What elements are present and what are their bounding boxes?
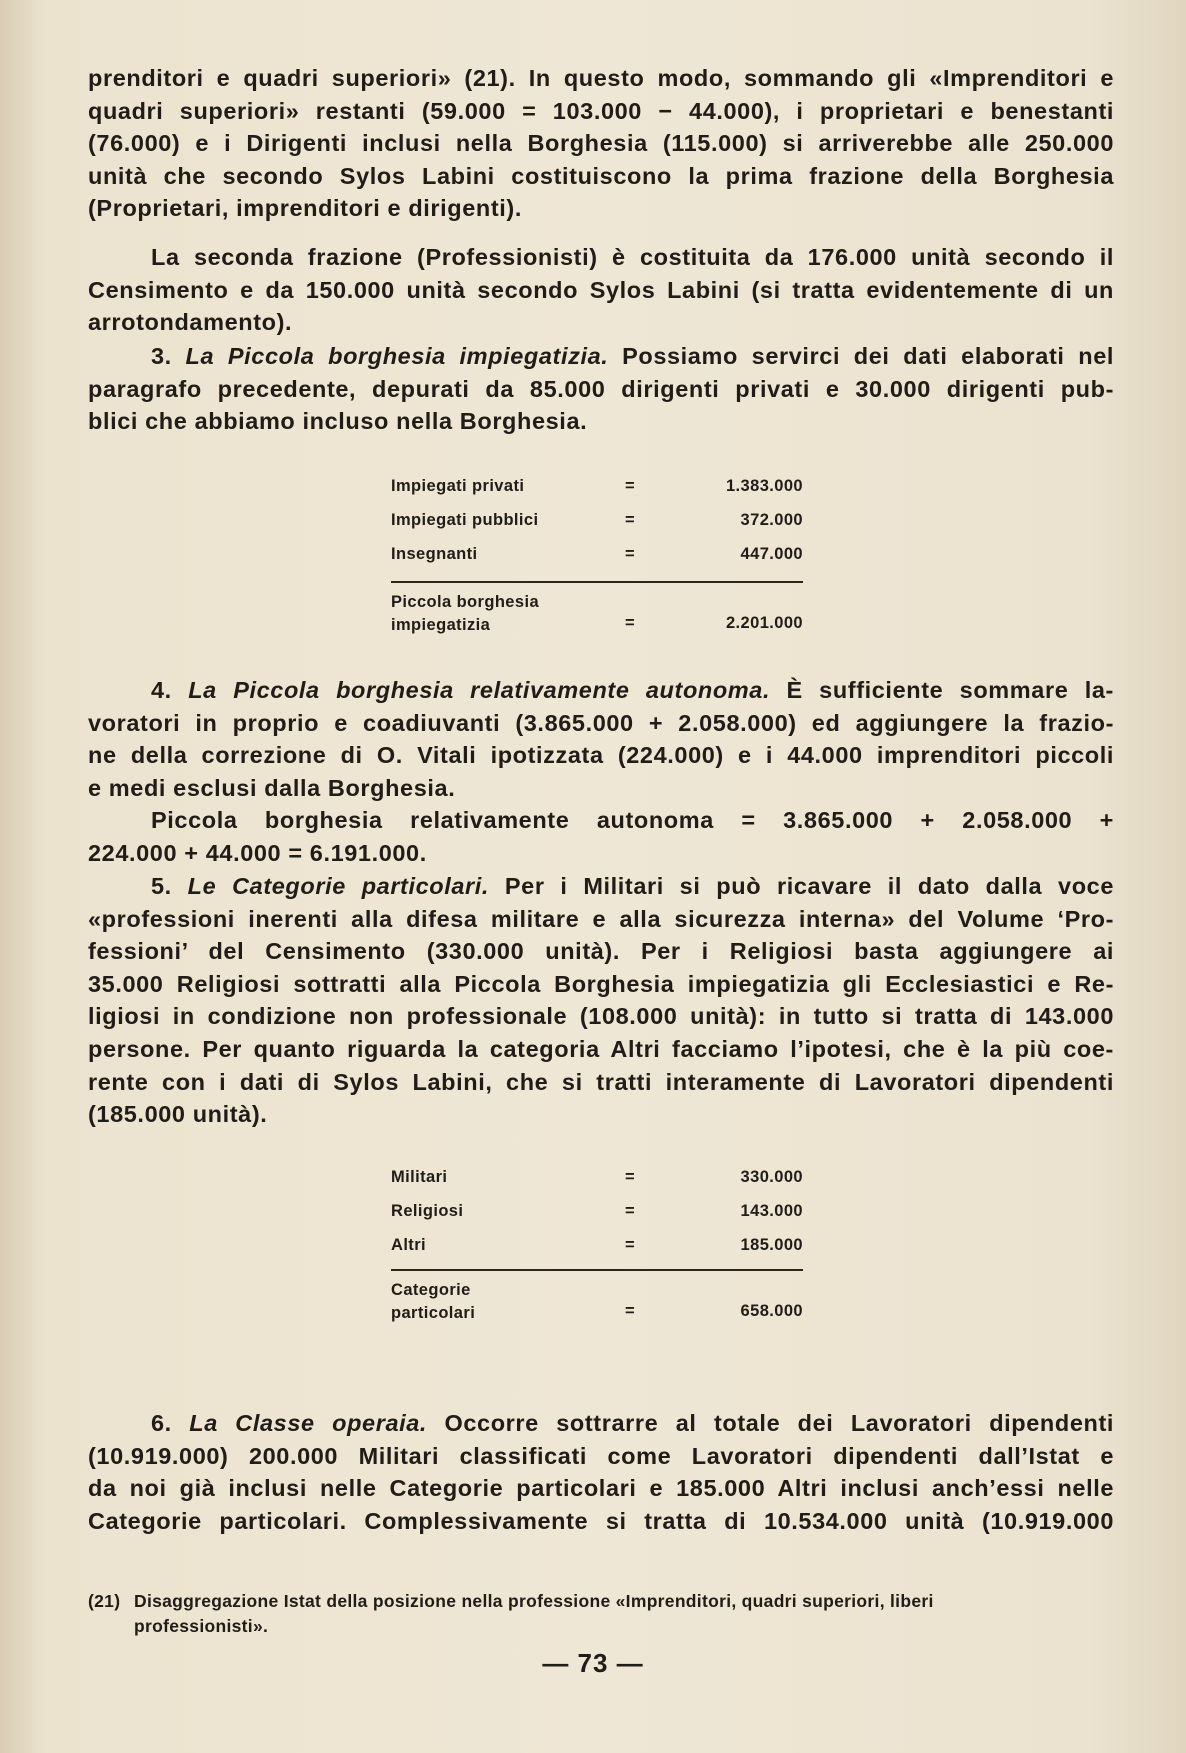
- text-line: voratori in proprio e coadiuvanti (3.865.000 + 2.058.000) ed aggiungere la frazio-: [88, 709, 1114, 736]
- text-line: 5. Le Categorie particolari. Per i Militari si può ricavare il dato dalla voce: [151, 873, 1114, 899]
- page-number: — 73 —: [542, 1648, 644, 1678]
- text-line: persone. Per quanto riguarda la categoria Altri facciamo l’ipotesi, che è la più coe-: [88, 1035, 1114, 1062]
- text-line: Censimento e da 150.000 unità secondo Sylos Labini (si tratta evidentemente di un: [88, 276, 1114, 303]
- section-number: 4.: [151, 677, 172, 703]
- text-line: «professioni inerenti alla difesa militare e alla sicurezza interna» del Volume ‘Pro-: [88, 905, 1114, 932]
- row-label: Insegnanti: [391, 545, 478, 563]
- section-3-paragraph: [88, 340, 1114, 438]
- table-piccola-borghesia-impiegatizia: [391, 477, 803, 634]
- paragraph-bourgeoisie-sum: [88, 62, 1114, 225]
- row-value: 330.000: [740, 1168, 803, 1186]
- row-label: Militari: [391, 1168, 448, 1186]
- text-line: ne della correzione di O. Vitali ipotizzata (224.000) e i 44.000 imprenditori piccoli: [88, 742, 1114, 769]
- equals-sign: =: [625, 1168, 636, 1186]
- text-line: fessioni’ del Censimento (330.000 unità). Per i Religiosi basta aggiungere ai: [88, 938, 1114, 965]
- text-line: (76.000) e i Dirigenti inclusi nella Borghesia (115.000) si arriverebbe alle 250.000: [88, 130, 1114, 157]
- row-value: 143.000: [740, 1202, 803, 1220]
- sum-rule: [391, 1269, 803, 1271]
- text-line: rente con i dati di Sylos Labini, che si tratti interamente di Lavoratori dipendenti: [88, 1068, 1114, 1095]
- equals-sign: =: [625, 1236, 636, 1254]
- section-title: La Piccola borghesia impiegatizia.: [185, 343, 609, 369]
- row-value: 447.000: [740, 545, 803, 563]
- footnote-text: professionisti».: [134, 1616, 269, 1636]
- text-line: 4. La Piccola borghesia relativamente autonoma. È sufficiente sommare la-: [151, 677, 1114, 703]
- text-line: ligiosi in condizione non professionale (108.000 unità): in tutto si tratta di 143.000: [88, 1003, 1114, 1030]
- section-title: La Piccola borghesia relativamente autonoma.: [188, 677, 771, 703]
- row-label: Altri: [391, 1236, 426, 1254]
- paragraph-autonoma-total: [88, 804, 1114, 869]
- equals-sign: =: [625, 477, 636, 495]
- sum-rule: [391, 581, 803, 583]
- equals-sign: =: [625, 614, 636, 632]
- section-number: 5.: [151, 873, 172, 899]
- text-line: Piccola borghesia relativamente autonoma = 3.865.000 + 2.058.000 +: [151, 807, 1114, 833]
- section-4-paragraph: [88, 674, 1114, 804]
- equals-sign: =: [625, 511, 636, 529]
- text-line: (185.000 unità).: [88, 1101, 268, 1128]
- total-value: 2.201.000: [725, 614, 803, 632]
- section-5-paragraph: [88, 870, 1114, 1131]
- footnote: [88, 1589, 1116, 1639]
- table-total-row: [391, 591, 803, 639]
- text-line: arrotondamento).: [88, 309, 293, 336]
- row-value: 185.000: [740, 1236, 803, 1254]
- text-line: blici che abbiamo incluso nella Borghesia.: [88, 408, 588, 435]
- section-number: 3.: [151, 343, 172, 369]
- row-label: Religiosi: [391, 1202, 464, 1220]
- section-number: 6.: [151, 1410, 172, 1436]
- text-line: Categorie particolari. Complessivamente si tratta di 10.534.000 unità (10.919.000: [88, 1507, 1114, 1534]
- text-line: paragrafo precedente, depurati da 85.000 dirigenti privati e 30.000 dirigenti pub-: [88, 375, 1114, 402]
- section-title: Le Categorie particolari.: [187, 873, 490, 899]
- text-line: 6. La Classe operaia. Occorre sottrarre al totale dei Lavoratori dipendenti: [151, 1410, 1114, 1436]
- total-label: Piccola borghesia impiegatizia: [391, 593, 540, 634]
- footnote-text: Disaggregazione Istat della posizione nella professione «Imprenditori, quadri superiori, liberi: [134, 1591, 934, 1611]
- table-row: [391, 545, 803, 579]
- table-row: [391, 1236, 803, 1270]
- text-line: (Proprietari, imprenditori e dirigenti).: [88, 195, 522, 222]
- total-value: 658.000: [740, 1302, 803, 1320]
- table-row: [391, 1168, 803, 1202]
- row-label: Impiegati privati: [391, 477, 525, 495]
- text-line: 224.000 + 44.000 = 6.191.000.: [88, 839, 427, 866]
- row-value: 1.383.000: [725, 477, 803, 495]
- text-line: unità che secondo Sylos Labini costituiscono la prima frazione della Borghesia: [88, 162, 1114, 189]
- table-categorie-particolari: [391, 1168, 803, 1322]
- equals-sign: =: [625, 1302, 636, 1320]
- text-line: prenditori e quadri superiori» (21). In questo modo, sommando gli «Imprenditori e: [88, 65, 1114, 91]
- text-line: quadri superiori» restanti (59.000 = 103.000 − 44.000), i proprietari e benestanti: [88, 97, 1114, 124]
- row-label: Impiegati pubblici: [391, 511, 539, 529]
- table-row: [391, 511, 803, 545]
- text-line: da noi già inclusi nelle Categorie particolari e 185.000 Altri inclusi anch’essi nelle: [88, 1475, 1114, 1502]
- total-label: Categorie particolari: [391, 1281, 476, 1322]
- text-line: e medi esclusi dalla Borghesia.: [88, 774, 456, 801]
- table-row: [391, 477, 803, 511]
- section-6-paragraph: [88, 1407, 1114, 1537]
- table-row: [391, 1202, 803, 1236]
- footnote-number: (21): [88, 1591, 121, 1611]
- table-total-row: [391, 1279, 803, 1327]
- paragraph-second-fraction: [88, 241, 1114, 339]
- equals-sign: =: [625, 545, 636, 563]
- text-line: (10.919.000) 200.000 Militari classificati come Lavoratori dipendenti dall’Istat e: [88, 1442, 1114, 1469]
- text-line: 3. La Piccola borghesia impiegatizia. Possiamo servirci dei dati elaborati nel: [151, 343, 1114, 369]
- text-line: La seconda frazione (Professionisti) è costituita da 176.000 unità secondo il: [151, 244, 1114, 270]
- text-line: 35.000 Religiosi sottratti alla Piccola Borghesia impiegatizia gli Ecclesiastici e Re-: [88, 970, 1114, 997]
- equals-sign: =: [625, 1202, 636, 1220]
- section-title: La Classe operaia.: [189, 1410, 428, 1436]
- row-value: 372.000: [740, 511, 803, 529]
